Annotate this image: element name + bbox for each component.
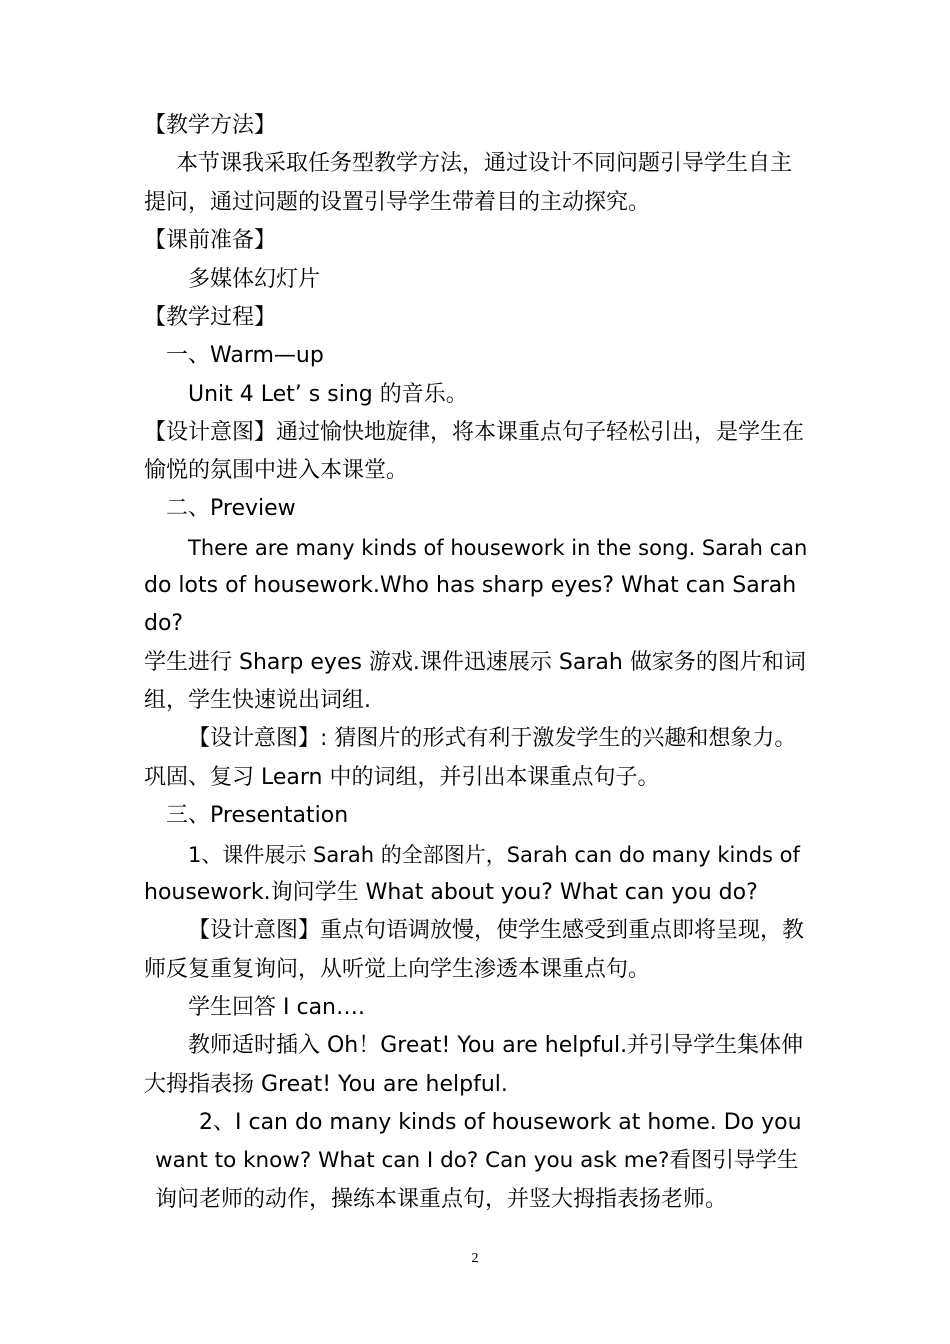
text-line: 本节课我采取任务型教学方法，通过设计不同问题引导学生自主 (176, 151, 793, 176)
section-heading-teaching-process: 【教学过程】 (144, 305, 277, 330)
text-line: 提问，通过问题的设置引导学生带着目的主动探究。 (144, 190, 651, 215)
text-line: 2、I can do many kinds of housework at home. Do you (199, 1110, 802, 1135)
page-number: 2 (471, 1251, 479, 1266)
text-line: 询问老师的动作，操练本课重点句，并竖大拇指表扬老师。 (155, 1187, 728, 1212)
text-line: 大拇指表扬 Great! You are helpful. (144, 1072, 508, 1097)
subsection-heading-warm-up: 一、Warm—up (166, 343, 324, 368)
text-line: 【设计意图】重点句语调放慢，使学生感受到重点即将呈现，教 (188, 918, 805, 943)
section-heading-teaching-method: 【教学方法】 (144, 113, 277, 138)
subsection-heading-preview: 二、Preview (166, 496, 296, 521)
text-line: 师反复重复询问，从听觉上向学生渗透本课重点句。 (144, 957, 651, 982)
text-line: 【设计意图】: 猜图片的形式有利于激发学生的兴趣和想象力。 (188, 726, 797, 751)
subsection-heading-presentation: 三、Presentation (166, 803, 349, 828)
section-heading-preparation: 【课前准备】 (144, 228, 277, 253)
text-line: Unit 4 Let’ s sing 的音乐。 (188, 382, 468, 407)
text-line: 巩固、复习 Learn 中的词组，并引出本课重点句子。 (144, 765, 660, 790)
text-line: housework.询问学生 What about you? What can you do? (144, 880, 758, 905)
text-line: 学生回答 I can…. (188, 995, 365, 1020)
text-line: There are many kinds of housework in the song. Sarah can (188, 536, 808, 560)
text-line: 1、课件展示 Sarah 的全部图片，Sarah can do many kinds of (188, 843, 800, 867)
text-line: 教师适时插入 Oh！Great! You are helpful.并引导学生集体伸 (188, 1033, 804, 1058)
text-line: 组，学生快速说出词组. (144, 688, 371, 713)
text-line: do lots of housework.Who has sharp eyes? What can Sarah (144, 573, 797, 598)
text-line: 愉悦的氛围中进入本课堂。 (144, 458, 409, 483)
text-line: 多媒体幻灯片 (188, 267, 321, 292)
text-line: want to know? What can I do? Can you ask me?看图引导学生 (155, 1148, 799, 1173)
text-line: 学生进行 Sharp eyes 游戏.课件迅速展示 Sarah 做家务的图片和词 (144, 650, 806, 675)
text-line: do? (144, 611, 184, 636)
text-line: 【设计意图】通过愉快地旋律，将本课重点句子轻松引出，是学生在 (144, 420, 805, 445)
